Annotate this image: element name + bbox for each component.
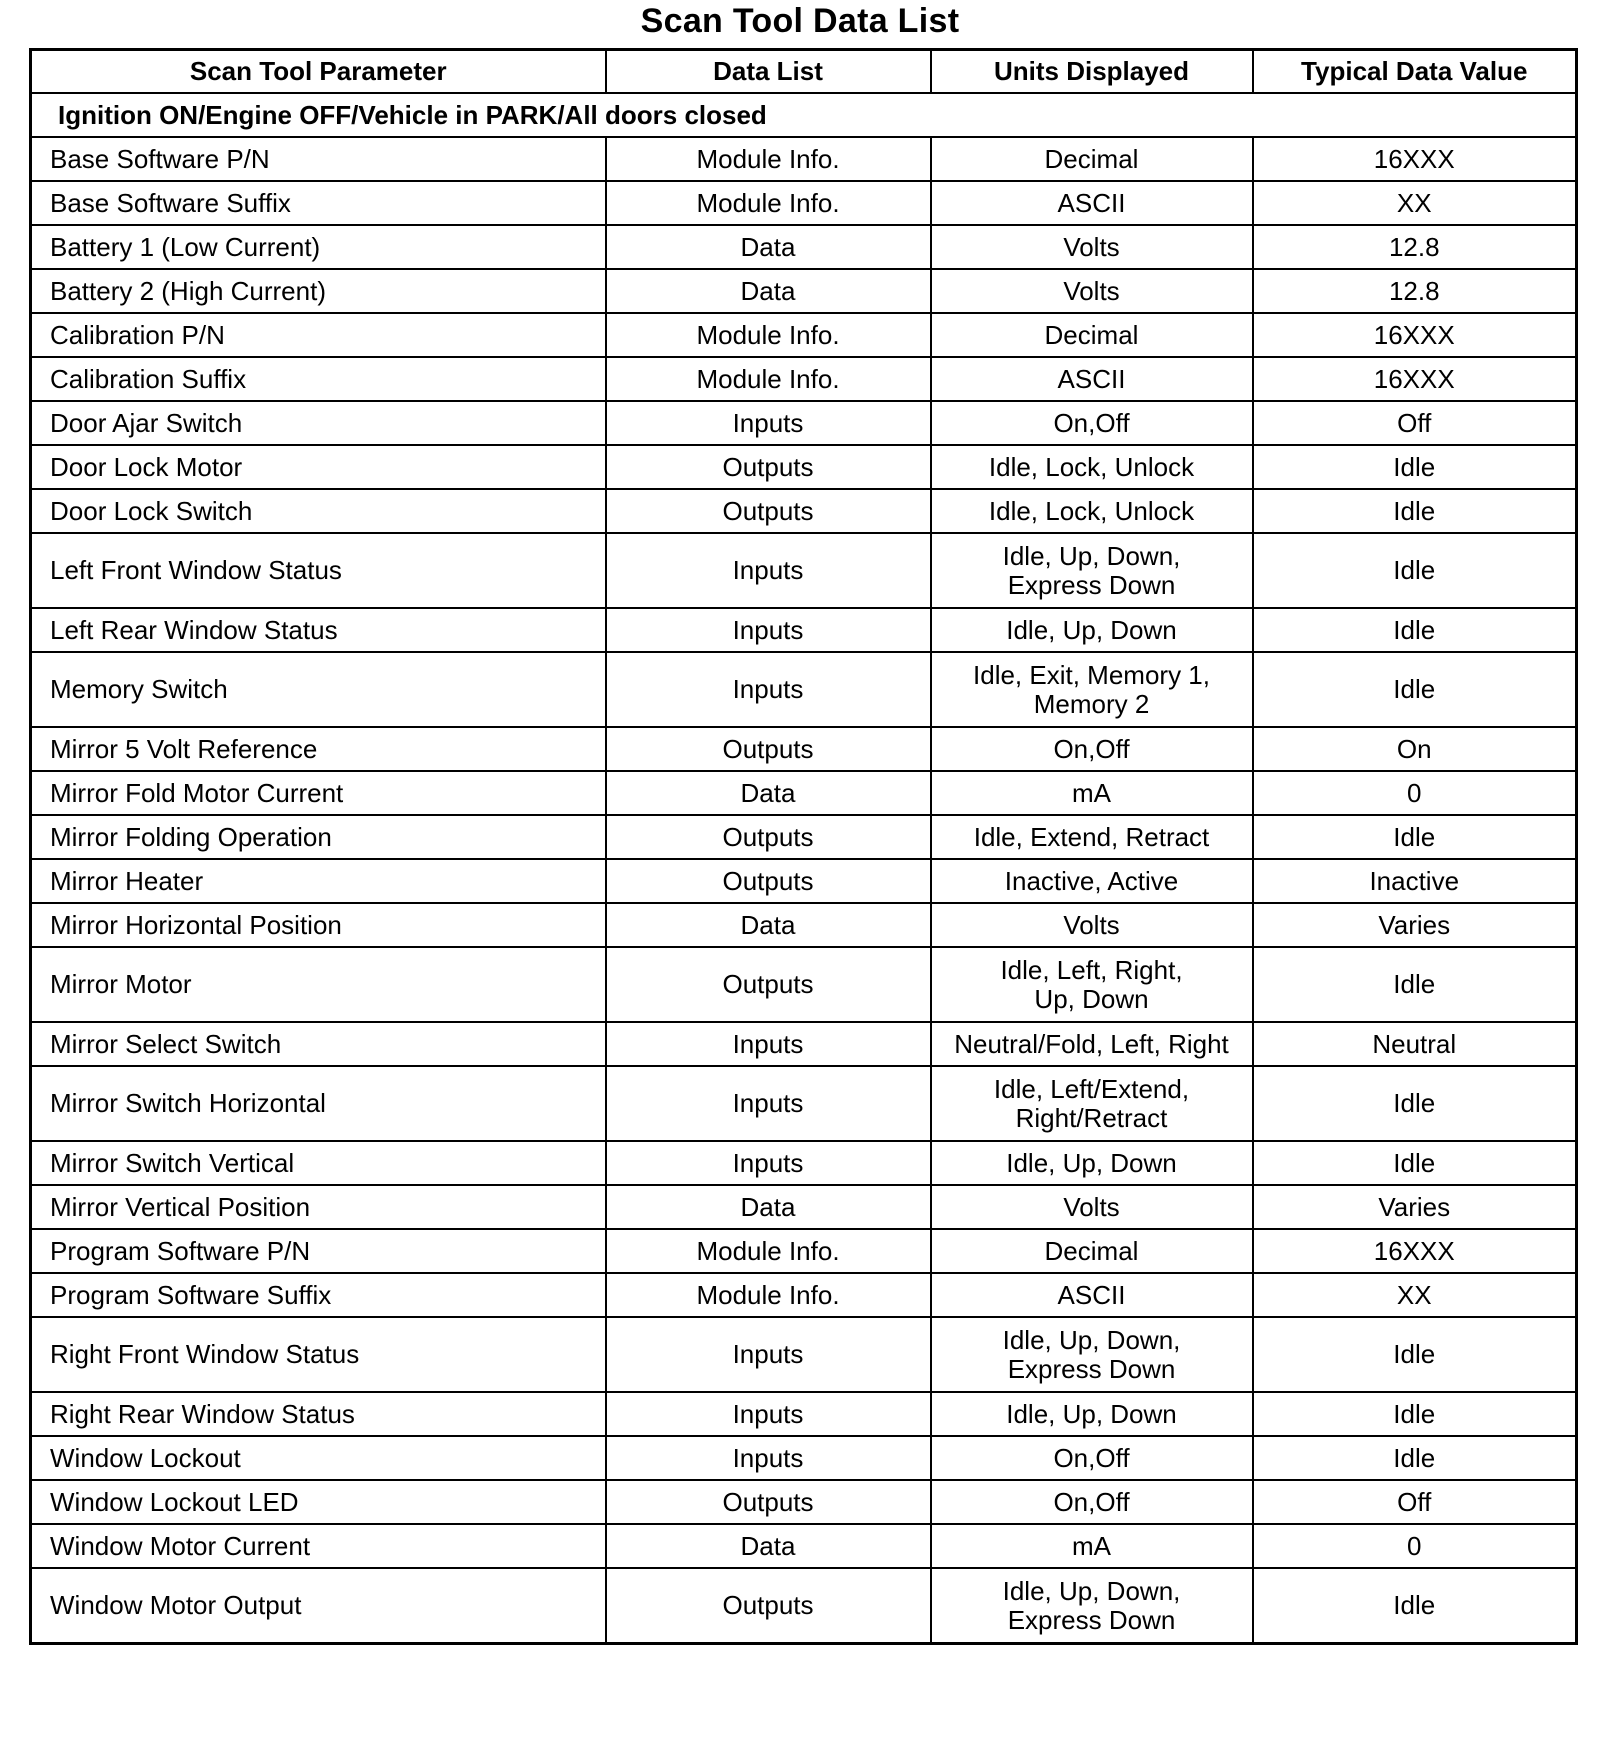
units-text: mA bbox=[1072, 1530, 1111, 1561]
typical-value-text: Off bbox=[1397, 407, 1432, 438]
cell-data-list bbox=[606, 269, 931, 313]
table-row bbox=[31, 1392, 1577, 1436]
table-row bbox=[31, 1273, 1577, 1317]
cell-data-list bbox=[606, 815, 931, 859]
data-list-text: Inputs bbox=[732, 1339, 804, 1369]
cell-units-displayed bbox=[931, 313, 1253, 357]
cell-typical-value bbox=[1253, 313, 1577, 357]
units-text: On,Off bbox=[1053, 407, 1130, 438]
typical-value-text: Idle bbox=[1393, 495, 1436, 526]
cell-parameter bbox=[31, 859, 606, 903]
cell-data-list bbox=[606, 771, 931, 815]
table-row bbox=[31, 947, 1577, 1022]
units-text: Idle, Up, Down bbox=[1006, 1147, 1177, 1178]
cell-typical-value bbox=[1253, 1066, 1577, 1141]
cell-data-list bbox=[606, 1436, 931, 1480]
typical-value-text: Inactive bbox=[1369, 865, 1460, 896]
cell-parameter bbox=[31, 771, 606, 815]
cell-data-list bbox=[606, 903, 931, 947]
cell-typical-value bbox=[1253, 1185, 1577, 1229]
cell-parameter bbox=[31, 1273, 606, 1317]
typical-value-text: Idle bbox=[1393, 555, 1436, 585]
cell-data-list bbox=[606, 137, 931, 181]
units-text-line2: Up, Down bbox=[1034, 983, 1149, 1014]
table-row bbox=[31, 1022, 1577, 1066]
typical-value-text: Idle bbox=[1393, 1398, 1436, 1429]
parameter-text: Mirror Switch Horizontal bbox=[50, 1088, 326, 1118]
parameter-text: Mirror Select Switch bbox=[50, 1028, 282, 1059]
header-data-list: Data List bbox=[606, 50, 931, 94]
units-text: On,Off bbox=[1053, 733, 1130, 764]
data-list-text: Data bbox=[740, 1191, 796, 1222]
table-row bbox=[31, 357, 1577, 401]
parameter-text: Door Ajar Switch bbox=[50, 407, 243, 438]
cell-units-displayed bbox=[931, 1141, 1253, 1185]
table-row bbox=[31, 269, 1577, 313]
units-text: ASCII bbox=[1057, 363, 1126, 394]
cell-data-list bbox=[606, 608, 931, 652]
data-list-text: Inputs bbox=[732, 674, 804, 704]
cell-units-displayed bbox=[931, 445, 1253, 489]
cell-typical-value bbox=[1253, 137, 1577, 181]
typical-value-text: Idle bbox=[1393, 1442, 1436, 1473]
cell-parameter bbox=[31, 1392, 606, 1436]
units-text: Idle, Extend, Retract bbox=[973, 821, 1210, 852]
cell-parameter bbox=[31, 903, 606, 947]
cell-parameter bbox=[31, 1524, 606, 1568]
typical-value-text: Varies bbox=[1378, 909, 1451, 940]
units-text-line2: Express Down bbox=[1007, 569, 1176, 600]
data-list-text: Inputs bbox=[732, 407, 804, 438]
units-text: Idle, Up, Down, bbox=[1002, 1324, 1181, 1355]
cell-data-list bbox=[606, 489, 931, 533]
cell-units-displayed bbox=[931, 1273, 1253, 1317]
units-text: ASCII bbox=[1057, 1279, 1126, 1310]
table-row bbox=[31, 181, 1577, 225]
parameter-text: Door Lock Switch bbox=[50, 495, 253, 526]
table-row bbox=[31, 1436, 1577, 1480]
cell-units-displayed bbox=[931, 1022, 1253, 1066]
cell-parameter bbox=[31, 1229, 606, 1273]
cell-typical-value bbox=[1253, 1317, 1577, 1392]
data-list-text: Inputs bbox=[732, 1028, 804, 1059]
table-row bbox=[31, 903, 1577, 947]
cell-typical-value bbox=[1253, 1480, 1577, 1524]
cell-data-list bbox=[606, 1568, 931, 1644]
cell-typical-value bbox=[1253, 903, 1577, 947]
parameter-text: Calibration P/N bbox=[50, 319, 225, 350]
units-text: Volts bbox=[1063, 231, 1120, 262]
cell-parameter bbox=[31, 1066, 606, 1141]
cell-typical-value bbox=[1253, 1141, 1577, 1185]
typical-value-text: XX bbox=[1396, 187, 1432, 218]
data-list-text: Outputs bbox=[722, 969, 814, 999]
units-text: Volts bbox=[1063, 909, 1120, 940]
parameter-text: Window Motor Output bbox=[50, 1590, 302, 1620]
cell-units-displayed bbox=[931, 652, 1253, 727]
typical-value-text: Varies bbox=[1378, 1191, 1451, 1222]
cell-units-displayed bbox=[931, 727, 1253, 771]
cell-data-list bbox=[606, 181, 931, 225]
header-units-displayed: Units Displayed bbox=[931, 50, 1253, 94]
typical-value-text: Idle bbox=[1393, 1590, 1436, 1620]
cell-data-list bbox=[606, 1185, 931, 1229]
table-row bbox=[31, 859, 1577, 903]
table-row bbox=[31, 1229, 1577, 1273]
typical-value-text: XX bbox=[1396, 1279, 1432, 1310]
cell-parameter bbox=[31, 608, 606, 652]
parameter-text: Mirror Motor bbox=[50, 969, 192, 999]
data-list-text: Module Info. bbox=[696, 1279, 840, 1310]
data-list-text: Module Info. bbox=[696, 319, 840, 350]
cell-parameter bbox=[31, 1436, 606, 1480]
cell-units-displayed bbox=[931, 947, 1253, 1022]
cell-parameter bbox=[31, 1317, 606, 1392]
data-list-text: Outputs bbox=[722, 1486, 814, 1517]
data-list-text: Inputs bbox=[732, 1442, 804, 1473]
cell-data-list bbox=[606, 1273, 931, 1317]
table-row bbox=[31, 608, 1577, 652]
table-row bbox=[31, 1066, 1577, 1141]
cell-parameter bbox=[31, 225, 606, 269]
parameter-text: Left Rear Window Status bbox=[50, 614, 338, 645]
cell-typical-value bbox=[1253, 1392, 1577, 1436]
cell-data-list bbox=[606, 533, 931, 608]
cell-units-displayed bbox=[931, 1524, 1253, 1568]
units-text: Idle, Up, Down bbox=[1006, 1398, 1177, 1429]
table-row bbox=[31, 1141, 1577, 1185]
typical-value-text: On bbox=[1396, 733, 1432, 764]
cell-units-displayed bbox=[931, 815, 1253, 859]
cell-typical-value bbox=[1253, 652, 1577, 727]
cell-units-displayed bbox=[931, 1568, 1253, 1644]
cell-parameter bbox=[31, 137, 606, 181]
typical-value-text: 12.8 bbox=[1388, 231, 1440, 262]
parameter-text: Right Rear Window Status bbox=[50, 1398, 355, 1429]
cell-typical-value bbox=[1253, 771, 1577, 815]
parameter-text: Mirror 5 Volt Reference bbox=[50, 733, 318, 764]
cell-parameter bbox=[31, 1480, 606, 1524]
cell-parameter bbox=[31, 1022, 606, 1066]
cell-data-list bbox=[606, 652, 931, 727]
table-row bbox=[31, 445, 1577, 489]
cell-data-list bbox=[606, 727, 931, 771]
cell-parameter bbox=[31, 489, 606, 533]
units-text: Decimal bbox=[1044, 1235, 1139, 1266]
cell-parameter bbox=[31, 401, 606, 445]
cell-units-displayed bbox=[931, 137, 1253, 181]
data-list-text: Inputs bbox=[732, 1147, 804, 1178]
cell-units-displayed bbox=[931, 771, 1253, 815]
header-typical-data-value: Typical Data Value bbox=[1253, 50, 1577, 94]
table-row bbox=[31, 313, 1577, 357]
cell-typical-value bbox=[1253, 608, 1577, 652]
parameter-text: Right Front Window Status bbox=[50, 1339, 360, 1369]
data-list-text: Module Info. bbox=[696, 363, 840, 394]
cell-typical-value bbox=[1253, 181, 1577, 225]
data-list-text: Inputs bbox=[732, 614, 804, 645]
units-text: Idle, Up, Down, bbox=[1002, 1575, 1181, 1606]
typical-value-text: Idle bbox=[1393, 451, 1436, 482]
units-text: Volts bbox=[1063, 275, 1120, 306]
typical-value-text: Idle bbox=[1393, 614, 1436, 645]
cell-typical-value bbox=[1253, 727, 1577, 771]
cell-parameter bbox=[31, 1141, 606, 1185]
data-list-text: Module Info. bbox=[696, 1235, 840, 1266]
cell-typical-value bbox=[1253, 489, 1577, 533]
table-row bbox=[31, 225, 1577, 269]
data-list-text: Data bbox=[740, 909, 796, 940]
units-text: Inactive, Active bbox=[1004, 865, 1179, 896]
data-list-text: Inputs bbox=[732, 1088, 804, 1118]
cell-typical-value bbox=[1253, 357, 1577, 401]
typical-value-text: Neutral bbox=[1372, 1028, 1457, 1059]
cell-units-displayed bbox=[931, 181, 1253, 225]
cell-typical-value bbox=[1253, 533, 1577, 608]
units-text: Neutral/Fold, Left, Right bbox=[954, 1028, 1229, 1059]
units-text: ASCII bbox=[1057, 187, 1126, 218]
cell-typical-value bbox=[1253, 1229, 1577, 1273]
data-list-text: Outputs bbox=[722, 495, 814, 526]
parameter-text: Window Lockout bbox=[50, 1442, 241, 1473]
cell-units-displayed bbox=[931, 1317, 1253, 1392]
cell-units-displayed bbox=[931, 1436, 1253, 1480]
cell-units-displayed bbox=[931, 357, 1253, 401]
cell-parameter bbox=[31, 1185, 606, 1229]
cell-typical-value bbox=[1253, 1568, 1577, 1644]
cell-data-list bbox=[606, 1392, 931, 1436]
data-list-text: Outputs bbox=[722, 865, 814, 896]
typical-value-text: 16XXX bbox=[1373, 1235, 1455, 1266]
cell-units-displayed bbox=[931, 401, 1253, 445]
cell-typical-value bbox=[1253, 947, 1577, 1022]
parameter-text: Window Lockout LED bbox=[50, 1486, 299, 1517]
data-list-text: Inputs bbox=[732, 1398, 804, 1429]
data-list-text: Data bbox=[740, 231, 796, 262]
data-list-text: Data bbox=[740, 1530, 796, 1561]
units-text: Volts bbox=[1063, 1191, 1120, 1222]
data-list-text: Data bbox=[740, 777, 796, 808]
cell-parameter bbox=[31, 269, 606, 313]
typical-value-text: 0 bbox=[1407, 1530, 1422, 1561]
table-row bbox=[31, 1185, 1577, 1229]
data-list-text: Inputs bbox=[732, 555, 804, 585]
cell-parameter bbox=[31, 1568, 606, 1644]
units-text-line2: Right/Retract bbox=[1015, 1102, 1168, 1133]
cell-parameter bbox=[31, 181, 606, 225]
parameter-text: Program Software P/N bbox=[50, 1235, 311, 1266]
cell-typical-value bbox=[1253, 1436, 1577, 1480]
cell-parameter bbox=[31, 947, 606, 1022]
cell-data-list bbox=[606, 445, 931, 489]
cell-data-list bbox=[606, 1229, 931, 1273]
data-list-text: Module Info. bbox=[696, 143, 840, 174]
typical-value-text: Idle bbox=[1393, 1147, 1436, 1178]
cell-data-list bbox=[606, 947, 931, 1022]
table-row bbox=[31, 1480, 1577, 1524]
units-text: Idle, Up, Down bbox=[1006, 614, 1177, 645]
section-label: Ignition ON/Engine OFF/Vehicle in PARK/All doors closed bbox=[31, 93, 1577, 137]
cell-data-list bbox=[606, 357, 931, 401]
header-parameter: Scan Tool Parameter bbox=[31, 50, 606, 94]
cell-typical-value bbox=[1253, 269, 1577, 313]
cell-typical-value bbox=[1253, 1022, 1577, 1066]
cell-data-list bbox=[606, 1317, 931, 1392]
cell-data-list bbox=[606, 1022, 931, 1066]
table-row bbox=[31, 652, 1577, 727]
table-row bbox=[31, 401, 1577, 445]
cell-typical-value bbox=[1253, 1273, 1577, 1317]
cell-typical-value bbox=[1253, 445, 1577, 489]
typical-value-text: Idle bbox=[1393, 674, 1436, 704]
table-row bbox=[31, 137, 1577, 181]
parameter-text: Battery 1 (Low Current) bbox=[50, 231, 321, 262]
typical-value-text: Off bbox=[1397, 1486, 1432, 1517]
units-text: Decimal bbox=[1044, 319, 1139, 350]
parameter-text: Mirror Vertical Position bbox=[50, 1191, 311, 1222]
cell-data-list bbox=[606, 859, 931, 903]
cell-data-list bbox=[606, 1141, 931, 1185]
table-row bbox=[31, 771, 1577, 815]
table-row bbox=[31, 1317, 1577, 1392]
parameter-text: Mirror Switch Vertical bbox=[50, 1147, 295, 1178]
cell-units-displayed bbox=[931, 1066, 1253, 1141]
table-row bbox=[31, 533, 1577, 608]
data-list-text: Outputs bbox=[722, 733, 814, 764]
parameter-text: Base Software Suffix bbox=[50, 187, 291, 218]
units-text: Idle, Lock, Unlock bbox=[988, 495, 1195, 526]
parameter-text: Program Software Suffix bbox=[50, 1279, 332, 1310]
cell-units-displayed bbox=[931, 1229, 1253, 1273]
parameter-text: Left Front Window Status bbox=[50, 555, 342, 585]
cell-units-displayed bbox=[931, 1392, 1253, 1436]
table-row bbox=[31, 489, 1577, 533]
cell-typical-value bbox=[1253, 859, 1577, 903]
cell-parameter bbox=[31, 815, 606, 859]
typical-value-text: 16XXX bbox=[1373, 319, 1455, 350]
table-row bbox=[31, 1568, 1577, 1644]
cell-typical-value bbox=[1253, 401, 1577, 445]
units-text: Decimal bbox=[1044, 143, 1139, 174]
cell-data-list bbox=[606, 401, 931, 445]
units-text: Idle, Left, Right, bbox=[1000, 954, 1183, 985]
cell-data-list bbox=[606, 313, 931, 357]
cell-typical-value bbox=[1253, 1524, 1577, 1568]
units-text: Idle, Left/Extend, bbox=[993, 1073, 1190, 1104]
cell-units-displayed bbox=[931, 608, 1253, 652]
typical-value-text: Idle bbox=[1393, 821, 1436, 852]
typical-value-text: 16XXX bbox=[1373, 143, 1455, 174]
cell-parameter bbox=[31, 313, 606, 357]
parameter-text: Base Software P/N bbox=[50, 143, 270, 174]
cell-parameter bbox=[31, 652, 606, 727]
units-text: Idle, Lock, Unlock bbox=[988, 451, 1195, 482]
units-text-line2: Express Down bbox=[1007, 1353, 1176, 1384]
parameter-text: Window Motor Current bbox=[50, 1530, 311, 1561]
cell-typical-value bbox=[1253, 815, 1577, 859]
typical-value-text: Idle bbox=[1393, 1088, 1436, 1118]
typical-value-text: Idle bbox=[1393, 969, 1436, 999]
parameter-text: Battery 2 (High Current) bbox=[50, 275, 326, 306]
header-row bbox=[31, 50, 1577, 94]
cell-units-displayed bbox=[931, 489, 1253, 533]
cell-typical-value bbox=[1253, 225, 1577, 269]
cell-data-list bbox=[606, 225, 931, 269]
units-text: On,Off bbox=[1053, 1486, 1130, 1517]
parameter-text: Mirror Horizontal Position bbox=[50, 909, 342, 940]
cell-units-displayed bbox=[931, 533, 1253, 608]
cell-data-list bbox=[606, 1524, 931, 1568]
cell-units-displayed bbox=[931, 269, 1253, 313]
typical-value-text: 12.8 bbox=[1388, 275, 1440, 306]
cell-units-displayed bbox=[931, 903, 1253, 947]
units-text-line2: Express Down bbox=[1007, 1604, 1176, 1635]
typical-value-text: 16XXX bbox=[1373, 363, 1455, 394]
cell-parameter bbox=[31, 445, 606, 489]
table-row bbox=[31, 815, 1577, 859]
data-list-text: Module Info. bbox=[696, 187, 840, 218]
data-list-text: Outputs bbox=[722, 1590, 814, 1620]
data-list-text: Data bbox=[740, 275, 796, 306]
section-row bbox=[31, 93, 1577, 137]
data-list-text: Outputs bbox=[722, 821, 814, 852]
parameter-text: Mirror Fold Motor Current bbox=[50, 777, 344, 808]
units-text-line2: Memory 2 bbox=[1033, 688, 1150, 719]
cell-parameter bbox=[31, 357, 606, 401]
units-text: Idle, Exit, Memory 1, bbox=[973, 659, 1210, 690]
cell-parameter bbox=[31, 533, 606, 608]
parameter-text: Mirror Folding Operation bbox=[50, 821, 332, 852]
table-row bbox=[31, 1524, 1577, 1568]
parameter-text: Mirror Heater bbox=[50, 865, 204, 896]
units-text: mA bbox=[1072, 777, 1111, 808]
page-title: Scan Tool Data List bbox=[640, 2, 960, 40]
cell-parameter bbox=[31, 727, 606, 771]
parameter-text: Memory Switch bbox=[50, 674, 228, 704]
cell-units-displayed bbox=[931, 1480, 1253, 1524]
typical-value-text: Idle bbox=[1393, 1339, 1436, 1369]
scan-tool-data-table bbox=[29, 48, 1578, 1645]
cell-units-displayed bbox=[931, 225, 1253, 269]
cell-units-displayed bbox=[931, 859, 1253, 903]
cell-data-list bbox=[606, 1480, 931, 1524]
parameter-text: Calibration Suffix bbox=[50, 363, 247, 394]
parameter-text: Door Lock Motor bbox=[50, 451, 243, 482]
units-text: On,Off bbox=[1053, 1442, 1130, 1473]
cell-data-list bbox=[606, 1066, 931, 1141]
typical-value-text: 0 bbox=[1407, 777, 1422, 808]
data-list-text: Outputs bbox=[722, 451, 814, 482]
units-text: Idle, Up, Down, bbox=[1002, 540, 1181, 571]
table-row bbox=[31, 727, 1577, 771]
cell-units-displayed bbox=[931, 1185, 1253, 1229]
